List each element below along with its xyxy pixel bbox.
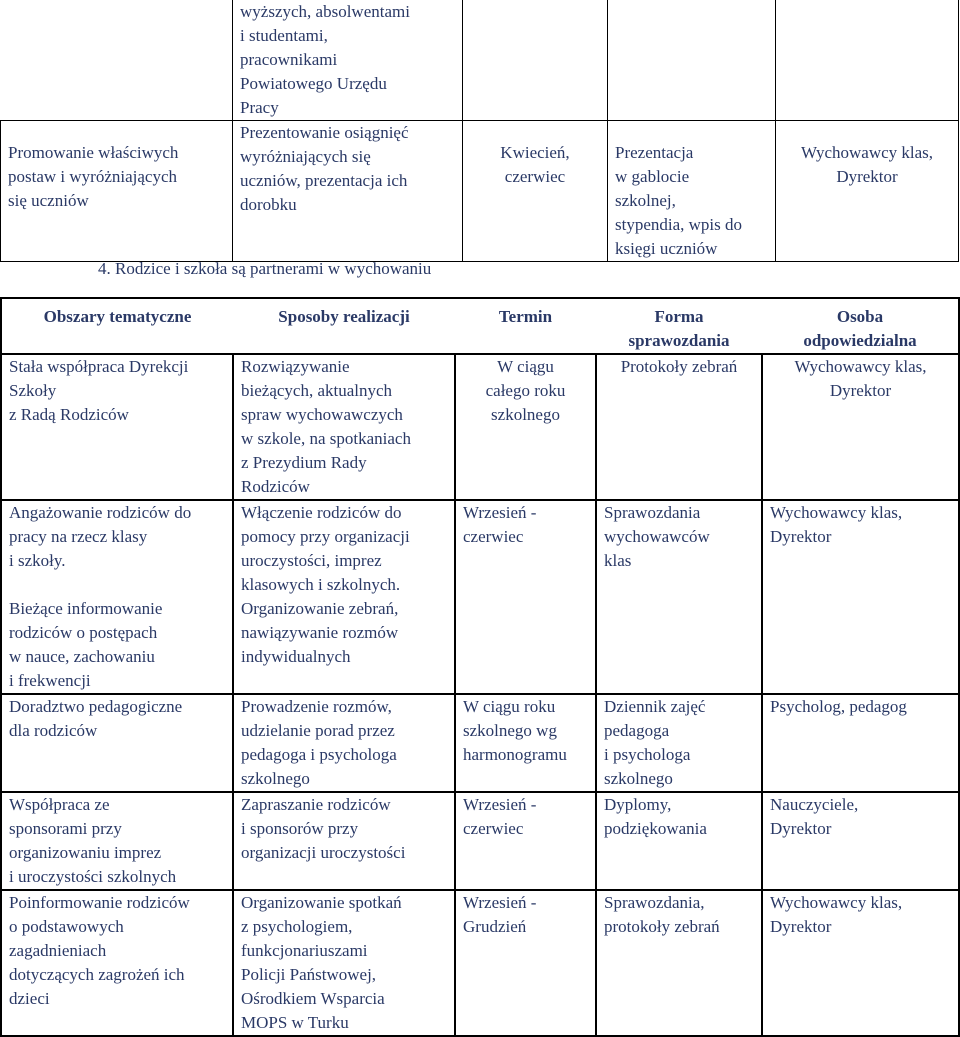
top-cell-empty <box>776 0 959 121</box>
cell-termin: Wrzesień - czerwiec <box>455 500 596 694</box>
top-cell-empty <box>1 0 233 121</box>
cell-forma: Protokoły zebrań <box>596 354 762 500</box>
cell-osoba: Wychowawcy klas, Dyrektor <box>762 354 959 500</box>
cell-sposob: Zapraszanie rodziców i sponsorów przy organizacji uroczystości <box>233 792 455 890</box>
top-table <box>0 0 959 262</box>
cell-osoba: Nauczyciele, Dyrektor <box>762 792 959 890</box>
table-row <box>1 354 959 500</box>
cell-obszar: Współpraca ze sponsorami przy organizowaniu imprez i uroczystości szkolnych <box>1 792 233 890</box>
cell-obszar: Doradztwo pedagogiczne dla rodziców <box>1 694 233 792</box>
top-cell-empty <box>463 0 608 121</box>
cell-obszar: Stała współpraca Dyrekcji Szkoły z Radą Rodziców <box>9 357 189 424</box>
cell-forma: Dziennik zajęć pedagoga i psychologa szkolnego <box>596 694 762 792</box>
top-cell-osoba: Wychowawcy klas, Dyrektor <box>776 121 959 262</box>
cell-forma: Sprawozdania wychowawców klas <box>596 500 762 694</box>
top-cell-empty <box>608 0 776 121</box>
cell-sposob: Prowadzenie rozmów, udzielanie porad przez pedagoga i psychologa szkolnego <box>233 694 455 792</box>
cell-sposob: Rozwiązywanie bieżących, aktualnych spraw wychowawczych w szkole, na spotkaniach z Prezydium Rady Rodziców <box>233 354 455 500</box>
table-row <box>1 500 959 694</box>
cell-termin: Wrzesień - Grudzień <box>455 890 596 1036</box>
top-table-row <box>1 0 959 121</box>
cell-sposob: Włączenie rodziców do pomocy przy organizacji uroczystości, imprez klasowych i szkolnych. Organizowanie zebrań, nawiązywanie rozmów indywidualnych <box>233 500 455 694</box>
table-row <box>1 694 959 792</box>
cell-obszar-secondary: Bieżące informowanie rodziców o postępach w nauce, zachowaniu i frekwencji <box>9 599 163 690</box>
top-cell-text: wyższych, absolwentami i studentami, pracownikami Powiatowego Urzędu Pracy <box>233 0 463 121</box>
cell-osoba: Psycholog, pedagog <box>762 694 959 792</box>
top-cell-termin: Kwiecień, czerwiec <box>463 121 608 262</box>
header-osoba: Osoba odpowiedzialna <box>762 298 959 354</box>
cell-sposob: Organizowanie spotkań z psychologiem, funkcjonariuszami Policji Państwowej, Ośrodkiem Wsparcia MOPS w Turku <box>233 890 455 1036</box>
cell-osoba: Wychowawcy klas, Dyrektor <box>762 500 959 694</box>
table-row <box>1 792 959 890</box>
cell-termin: W ciągu roku szkolnego wg harmonogramu <box>455 694 596 792</box>
top-cell-forma: Prezentacja w gablocie szkolnej, stypendia, wpis do księgi uczniów <box>608 121 776 262</box>
cell-obszar: Angażowanie rodziców do pracy na rzecz klasy i szkoły. Bieżące informowanie rodziców o postępach w nauce, zachowaniu i frekwencji <box>1 500 233 694</box>
top-table-row <box>1 121 959 262</box>
cell-obszar: Poinformowanie rodziców o podstawowych zagadnieniach dotyczących zagrożeń ich dzieci <box>1 890 233 1036</box>
header-obszary: Obszary tematyczne <box>1 298 233 354</box>
header-forma: Forma sprawozdania <box>596 298 762 354</box>
cell-termin: Wrzesień - czerwiec <box>455 792 596 890</box>
cell-forma: Sprawozdania, protokoły zebrań <box>596 890 762 1036</box>
top-cell-obszar: Promowanie właściwych postaw i wyróżniających się uczniów <box>1 121 233 262</box>
header-termin: Termin <box>455 298 596 354</box>
main-table <box>0 297 960 1037</box>
header-sposoby: Sposoby realizacji <box>233 298 455 354</box>
section-heading: 4. Rodzice i szkoła są partnerami w wychowaniu <box>98 259 432 278</box>
header-row <box>1 298 959 354</box>
cell-termin: W ciągu całego roku szkolnego <box>455 354 596 500</box>
top-cell-sposob: Prezentowanie osiągnięć wyróżniających się uczniów, prezentacja ich dorobku <box>233 121 463 262</box>
table-row <box>1 890 959 1036</box>
cell-forma: Dyplomy, podziękowania <box>596 792 762 890</box>
cell-osoba: Wychowawcy klas, Dyrektor <box>762 890 959 1036</box>
